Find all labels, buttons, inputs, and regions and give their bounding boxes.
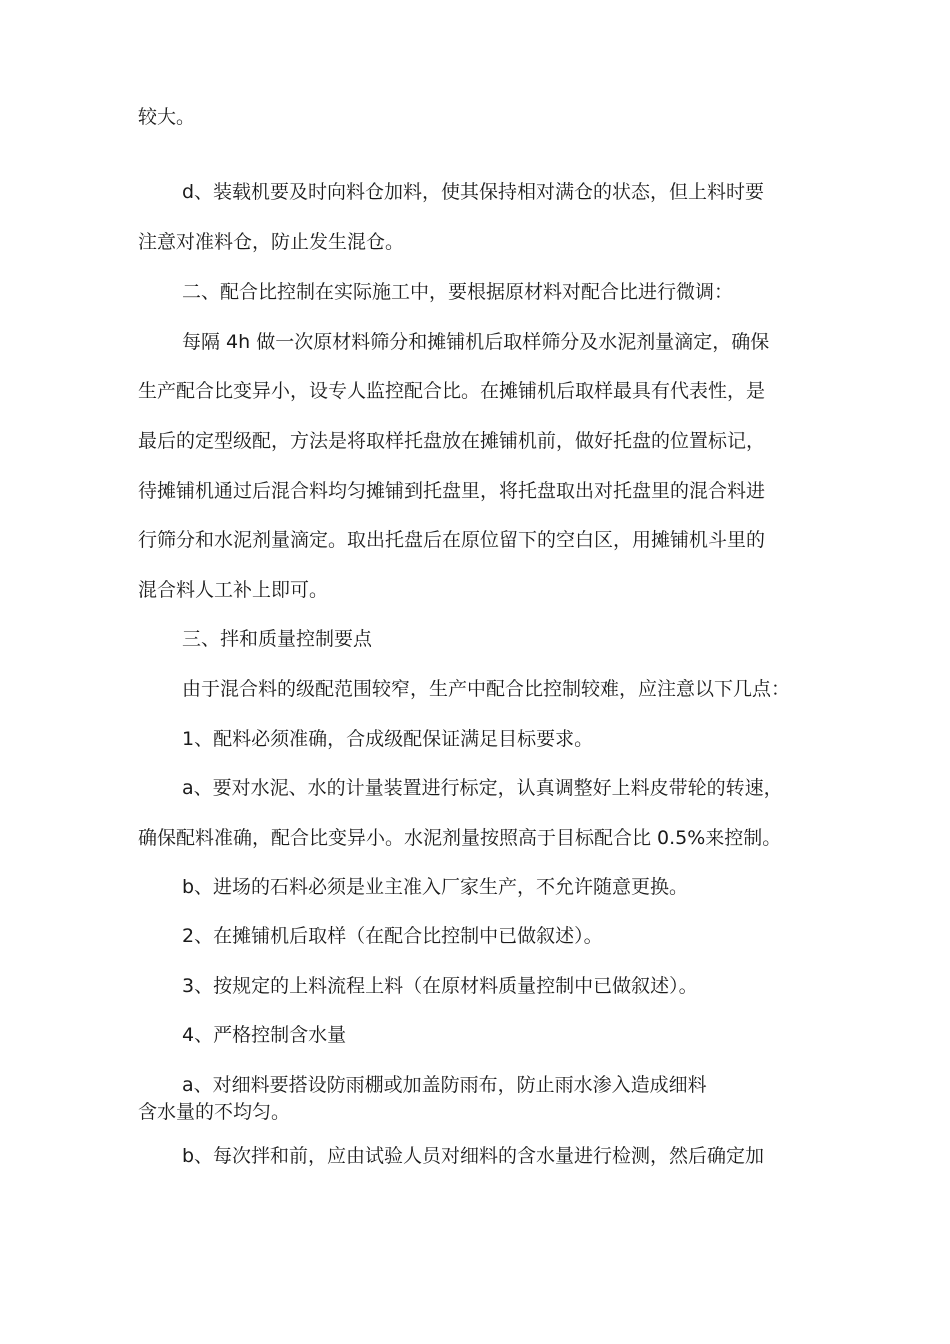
list-item: 4、严格控制含水量 [182, 1024, 347, 1046]
text-line: 每隔 4h 做一次原材料筛分和摊铺机后取样筛分及水泥剂量滴定，确保 [182, 331, 770, 353]
text-line: 行筛分和水泥剂量滴定。取出托盘后在原位留下的空白区，用摊铺机斗里的 [138, 529, 766, 551]
text-line: 注意对准料仓，防止发生混仓。 [138, 231, 405, 253]
section-heading: 二、配合比控制在实际施工中，要根据原材料对配合比进行微调： [182, 281, 734, 303]
text-line: 待摊铺机通过后混合料均匀摊铺到托盘里，将托盘取出对托盘里的混合料进 [138, 480, 766, 502]
text-line: 混合料人工补上即可。 [138, 579, 329, 601]
text-line: 含水量的不均匀。 [138, 1101, 291, 1123]
text-line: 最后的定型级配，方法是将取样托盘放在摊铺机前，做好托盘的位置标记， [138, 430, 766, 452]
list-item: a、对细料要搭设防雨棚或加盖防雨布，防止雨水渗入造成细料 [182, 1074, 707, 1096]
section-heading: 三、拌和质量控制要点 [182, 628, 373, 650]
list-item: a、要对水泥、水的计量装置进行标定，认真调整好上料皮带轮的转速， [182, 777, 783, 799]
text-line: 较大。 [138, 106, 196, 128]
list-item: 2、在摊铺机后取样（在配合比控制中已做叙述）。 [182, 925, 603, 947]
text-line: 生产配合比变异小，设专人监控配合比。在摊铺机后取样最具有代表性，是 [138, 380, 766, 402]
list-item: 1、配料必须准确，合成级配保证满足目标要求。 [182, 728, 594, 750]
list-item: 3、按规定的上料流程上料（在原材料质量控制中已做叙述）。 [182, 975, 698, 997]
text-line: 由于混合料的级配范围较窄，生产中配合比控制较难，应注意以下几点： [182, 678, 791, 700]
list-item: b、进场的石料必须是业主准入厂家生产，不允许随意更换。 [182, 876, 689, 898]
text-line: d、装载机要及时向料仓加料，使其保持相对满仓的状态，但上料时要 [182, 181, 765, 203]
list-item: b、每次拌和前，应由试验人员对细料的含水量进行检测，然后确定加 [182, 1145, 765, 1167]
text-line: 确保配料准确，配合比变异小。水泥剂量按照高于目标配合比 0.5%来控制。 [138, 827, 782, 849]
